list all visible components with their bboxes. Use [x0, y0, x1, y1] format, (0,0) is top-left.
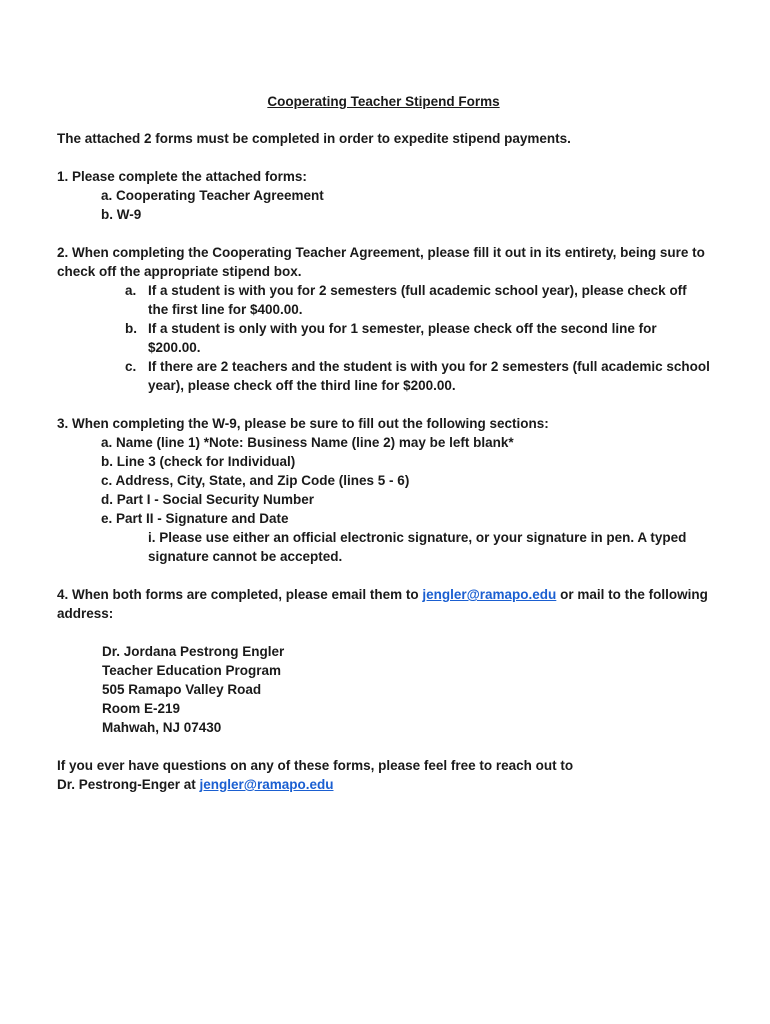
- intro-paragraph: The attached 2 forms must be completed in order to expedite stipend payments.: [57, 131, 571, 146]
- section-3-subitem-i: i. Please use either an official electronic signature, or your signature in pen. A typed signature cannot be accepted.: [148, 530, 687, 564]
- section-2-heading: 2. When completing the Cooperating Teacher Agreement, please fill it out in its entirety, being sure to check off the appropriate stipend box.: [57, 245, 705, 279]
- section-2: [57, 243, 710, 395]
- section-3-heading: 3. When completing the W-9, please be sure to fill out the following sections:: [57, 416, 549, 431]
- mailing-address: [57, 642, 710, 737]
- address-line-name: Dr. Jordana Pestrong Engler: [102, 644, 285, 659]
- document-title: Cooperating Teacher Stipend Forms: [267, 94, 500, 109]
- address-line-room: Room E-219: [102, 701, 181, 716]
- closing-email-link[interactable]: jengler@ramapo.edu: [199, 777, 334, 792]
- section-3-item-c: c. Address, City, State, and Zip Code (lines 5 - 6): [101, 473, 410, 488]
- section-2-item-a: [57, 281, 710, 319]
- list-marker: c.: [125, 359, 137, 374]
- email-link[interactable]: jengler@ramapo.edu: [422, 587, 557, 602]
- address-line-program: Teacher Education Program: [102, 663, 282, 678]
- section-2-item-c-text: If there are 2 teachers and the student is with you for 2 semesters (full academic school year), please check off the third line for $200.00.: [148, 359, 710, 393]
- closing-line-2: [57, 775, 710, 794]
- section-3-item-e: e. Part II - Signature and Date: [101, 511, 289, 526]
- section-1-item-b: b. W-9: [101, 207, 142, 222]
- section-4-text-before: 4. When both forms are completed, please email them to: [57, 587, 419, 602]
- address-line-street: 505 Ramapo Valley Road: [102, 682, 262, 697]
- section-2-item-c: [57, 357, 710, 395]
- section-1: [57, 167, 710, 224]
- section-3: [57, 414, 710, 566]
- section-1-heading: 1. Please complete the attached forms:: [57, 169, 307, 184]
- closing-paragraph: [57, 756, 710, 794]
- section-2-item-b: [57, 319, 710, 357]
- section-3-item-d: d. Part I - Social Security Number: [101, 492, 315, 507]
- section-1-item-a: a. Cooperating Teacher Agreement: [101, 188, 324, 203]
- closing-line-1: If you ever have questions on any of these forms, please feel free to reach out to: [57, 758, 574, 773]
- list-marker: b.: [125, 321, 137, 336]
- section-3-item-b: b. Line 3 (check for Individual): [101, 454, 296, 469]
- section-2-item-a-text: If a student is with you for 2 semesters (full academic school year), please check off the first line for $400.00.: [148, 283, 687, 317]
- address-line-city: Mahwah, NJ 07430: [102, 720, 222, 735]
- closing-line-2-prefix: Dr. Pestrong-Enger at: [57, 777, 196, 792]
- section-3-item-a: a. Name (line 1) *Note: Business Name (line 2) may be left blank*: [101, 435, 514, 450]
- section-4-text-after: or mail to the following address:: [57, 587, 708, 621]
- list-marker: a.: [125, 283, 137, 298]
- section-2-list: [57, 281, 710, 395]
- section-4: [57, 585, 710, 623]
- section-2-item-b-text: If a student is only with you for 1 semester, please check off the second line for $200.00.: [148, 321, 657, 355]
